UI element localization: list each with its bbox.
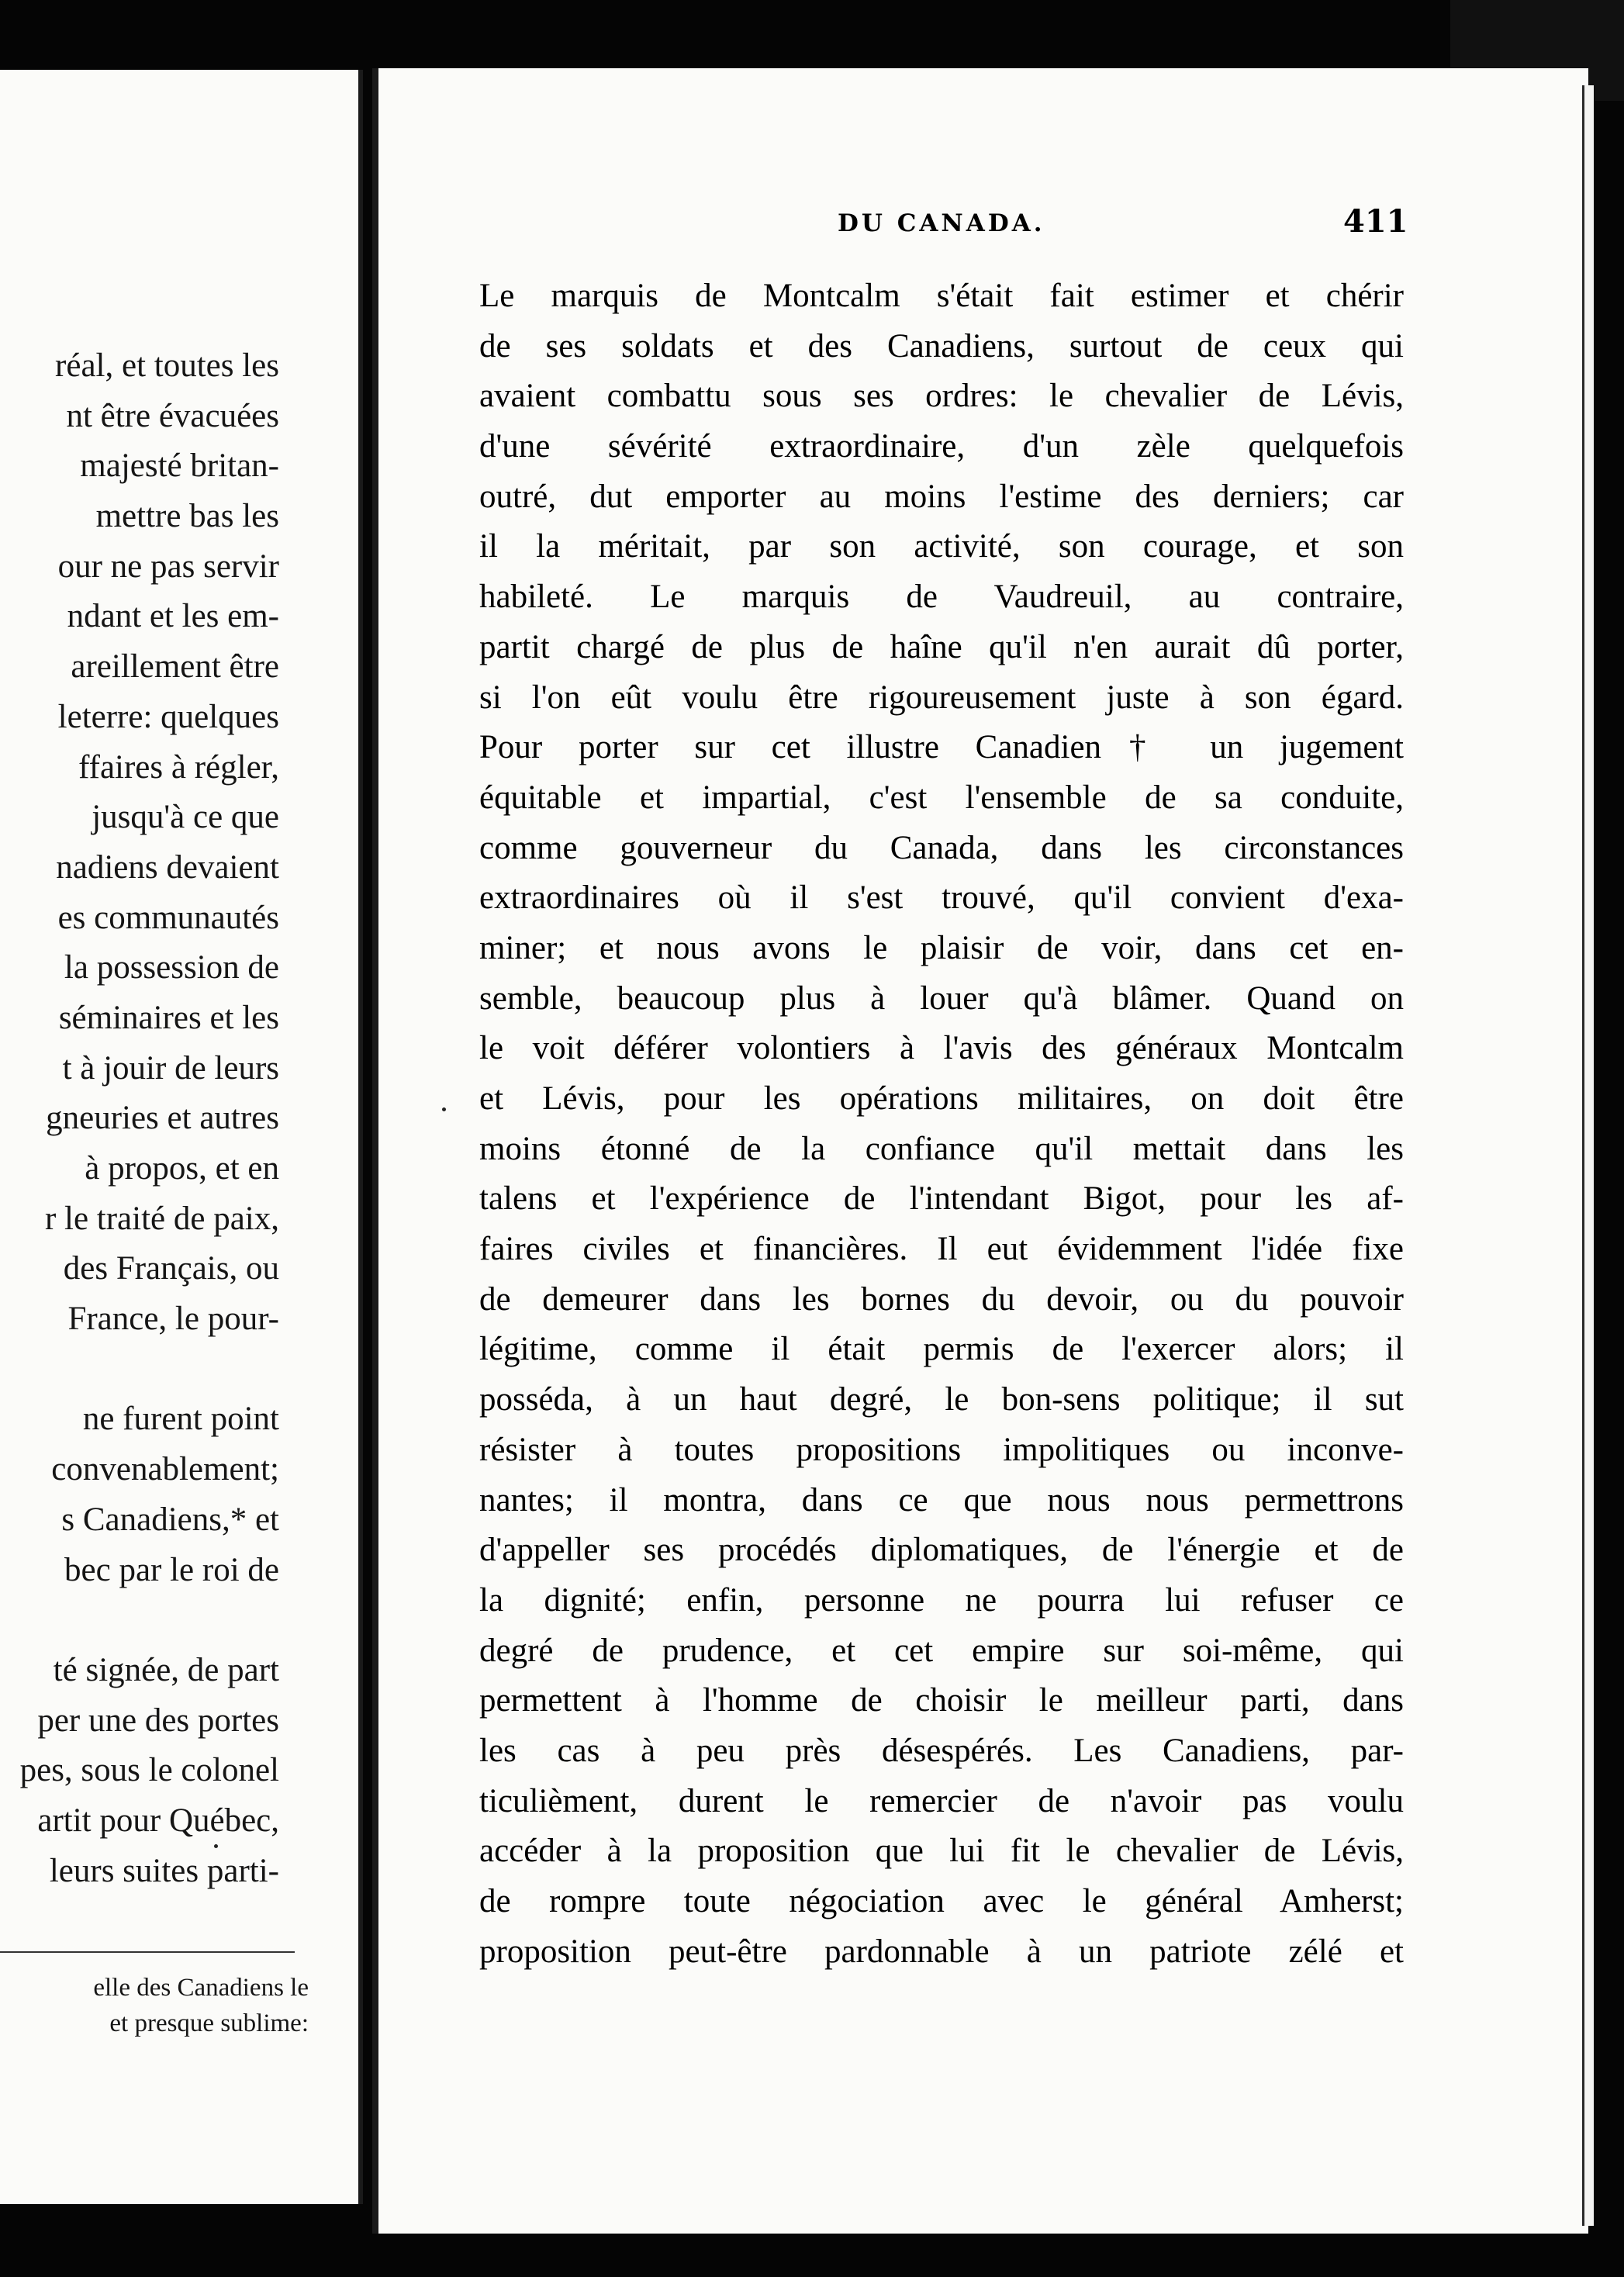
text-line: degré de prudence, et cet empire sur soi-même, qui	[479, 1632, 1404, 1669]
left-page-footnotes	[0, 1970, 309, 2041]
left-page-text	[0, 341, 279, 1896]
footnote-rule	[0, 1951, 295, 1953]
text-line: r le traité de paix,	[44, 1200, 279, 1237]
text-line: à propos, et en	[85, 1150, 279, 1187]
text-line: comme gouverneur du Canada, dans les circonstances	[479, 829, 1404, 866]
text-line: France, le pour-	[67, 1301, 279, 1338]
text-line: des Français, ou	[63, 1250, 279, 1287]
text-line: pes, sous le colonel	[19, 1752, 279, 1789]
text-line: t à jouir de leurs	[62, 1049, 279, 1087]
text-line: outré, dut emporter au moins l'estime des derniers; car	[479, 478, 1404, 515]
text-line: la possession de	[64, 949, 279, 986]
text-line: Pour porter sur cet illustre Canadien† un jugement	[479, 729, 1404, 766]
text-line: areillement être	[71, 648, 279, 686]
text-line: semble, beaucoup plus à louer qu'à blâmer. Quand on	[479, 980, 1404, 1017]
text-line: extraordinaires où il s'est trouvé, qu'il convient d'exa-	[479, 879, 1404, 917]
text-line: s Canadiens,* et	[61, 1501, 279, 1538]
text-line: de demeurer dans les bornes du devoir, ou du pouvoir	[479, 1280, 1404, 1318]
text-line: per une des portes	[37, 1702, 279, 1739]
text-line: si l'on eût voulu être rigoureusement juste à son égard.	[479, 679, 1404, 716]
footnote-line: elle des Canadiens le	[93, 1974, 309, 2002]
text-line: de rompre toute négociation avec le général Amherst;	[479, 1883, 1404, 1919]
text-line: bec par le roi de	[64, 1551, 279, 1588]
text-line: convenablement;	[51, 1451, 279, 1488]
text-line: ndant et les em-	[67, 598, 279, 635]
text-line: nadiens devaient	[56, 848, 279, 886]
text-line: ffaires à régler,	[78, 748, 279, 786]
text-line: gneuries et autres	[46, 1100, 279, 1137]
text-line: partit chargé de plus de haîne qu'il n'en aurait dû porter,	[479, 628, 1404, 665]
text-line: majesté britan-	[80, 447, 279, 485]
text-line: avaient combattu sous ses ordres: le chevalier de Lévis,	[479, 378, 1404, 415]
text-line: équitable et impartial, c'est l'ensemble de sa conduite,	[479, 779, 1404, 816]
text-line: nantes; il montra, dans ce que nous nous permettrons	[479, 1481, 1404, 1519]
text-line	[0, 1345, 279, 1395]
text-line: mettre bas les	[95, 498, 279, 535]
text-line: nt être évacuées	[66, 397, 279, 434]
footnote-line: et presque sublime:	[109, 2009, 309, 2037]
text-line: ne furent point	[82, 1401, 279, 1438]
text-line: artit pour Québec,	[37, 1802, 279, 1839]
page-number: 411	[1343, 203, 1408, 240]
left-page	[0, 70, 363, 2204]
text-line: proposition peut-être pardonnable à un patriote zélé et	[479, 1933, 1404, 1970]
text-line: ticulièment, durent le remercier de n'avoir pas voulu	[479, 1782, 1404, 1819]
scan-speck	[214, 1844, 218, 1848]
text-line: Le marquis de Montcalm s'était fait estimer et chérir	[479, 278, 1404, 314]
right-page-body	[479, 271, 1404, 1977]
text-line: es communautés	[57, 899, 279, 936]
text-line: accéder à la proposition que lui fit le chevalier de Lévis,	[479, 1833, 1404, 1870]
text-line: leurs suites parti-	[49, 1852, 279, 1889]
text-line: moins étonné de la confiance qu'il mettait dans les	[479, 1130, 1404, 1167]
text-line: la dignité; enfin, personne ne pourra lui refuser ce	[479, 1581, 1404, 1619]
text-line: talens et l'expérience de l'intendant Bigot, pour les af-	[479, 1180, 1404, 1218]
text-line: il la méritait, par son activité, son courage, et son	[479, 528, 1404, 565]
text-line: jusqu'à ce que	[92, 799, 279, 836]
text-line: d'appeller ses procédés diplomatiques, de l'énergie et de	[479, 1532, 1404, 1569]
text-line: té signée, de part	[53, 1651, 279, 1688]
running-title: DU CANADA.	[838, 209, 1045, 237]
text-line: séminaires et les	[58, 999, 279, 1036]
text-line: our ne pas servir	[57, 548, 279, 585]
text-line	[0, 1595, 279, 1646]
text-line: permettent à l'homme de choisir le meilleur parti, dans	[479, 1682, 1404, 1719]
text-line: résister à toutes propositions impolitiques ou inconve-	[479, 1431, 1404, 1468]
text-line: de ses soldats et des Canadiens, surtout de ceux qui	[479, 327, 1404, 365]
text-line: les cas à peu près désespérés. Les Canadiens, par-	[479, 1732, 1404, 1769]
text-line: d'une sévérité extraordinaire, d'un zèle quelquefois	[479, 428, 1404, 465]
text-line: réal, et toutes les	[55, 347, 279, 384]
text-line: posséda, à un haut degré, le bon-sens politique; il sut	[479, 1381, 1404, 1418]
page-edge	[1582, 85, 1594, 2226]
scan-speck	[442, 1107, 446, 1111]
text-line: le voit déférer volontiers à l'avis des généraux Montcalm	[479, 1030, 1404, 1067]
text-line: miner; et nous avons le plaisir de voir, dans cet en-	[479, 929, 1404, 966]
text-line: légitime, comme il était permis de l'exercer alors; il	[479, 1331, 1404, 1368]
text-line: faires civiles et financières. Il eut évidemment l'idée fixe	[479, 1231, 1404, 1268]
text-line: habileté. Le marquis de Vaudreuil, au contraire,	[479, 579, 1404, 616]
text-line: leterre: quelques	[57, 698, 279, 735]
text-line: et Lévis, pour les opérations militaires, on doit être	[479, 1080, 1404, 1117]
